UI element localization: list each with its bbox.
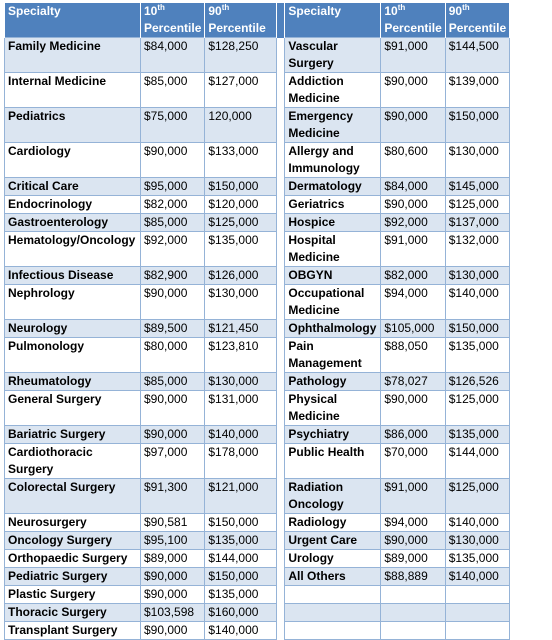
percentile-90-cell-left: $178,000 (205, 444, 277, 479)
specialty-cell-left: General Surgery (5, 391, 141, 426)
specialty-cell-left: Orthopaedic Surgery (5, 550, 141, 568)
percentile-90-cell-left: $126,000 (205, 267, 277, 285)
specialty-cell-left: Neurology (5, 320, 141, 338)
table-row (5, 73, 510, 108)
percentile-10-cell-left: $89,500 (141, 320, 205, 338)
percentile-90-cell-left: $128,250 (205, 38, 277, 73)
column-gap (277, 391, 285, 426)
specialty-cell-left: Pediatric Surgery (5, 568, 141, 586)
specialty-cell-right: Geriatrics (285, 196, 381, 214)
table-body (5, 38, 510, 640)
specialty-cell-left: Thoracic Surgery (5, 604, 141, 622)
percentile-90-cell-right: $132,000 (445, 232, 509, 267)
percentile-10-cell-right: $90,000 (381, 391, 445, 426)
specialty-cell-right: Occupational Medicine (285, 285, 381, 320)
table-row (5, 568, 510, 586)
table-row (5, 143, 510, 178)
percentile-90-cell-right: $125,000 (445, 196, 509, 214)
percentile-10-cell-left: $85,000 (141, 214, 205, 232)
table-row (5, 178, 510, 196)
specialty-cell-left: Colorectal Surgery (5, 479, 141, 514)
percentile-10-cell-left: $82,000 (141, 196, 205, 214)
header-10th-percentile-left (141, 3, 205, 38)
specialty-cell-left: Endocrinology (5, 196, 141, 214)
percentile-10-cell-right (381, 622, 445, 640)
percentile-10-cell-right: $84,000 (381, 178, 445, 196)
specialty-cell-right: Public Health (285, 444, 381, 479)
percentile-90-cell-right: $140,000 (445, 568, 509, 586)
percentile-10-cell-left: $82,900 (141, 267, 205, 285)
specialty-cell-right: Hospice (285, 214, 381, 232)
percentile-90-cell-left: $127,000 (205, 73, 277, 108)
percentile-90-cell-right: $135,000 (445, 426, 509, 444)
header-90-num: 90 (448, 4, 463, 18)
percentile-90-cell-right: $125,000 (445, 479, 509, 514)
column-gap (277, 178, 285, 196)
percentile-90-cell-left: $150,000 (205, 568, 277, 586)
header-10-num: 10 (144, 4, 158, 18)
percentile-90-cell-left: $123,810 (205, 338, 277, 373)
table-row (5, 426, 510, 444)
percentile-90-cell-left: $121,000 (205, 479, 277, 514)
percentile-90-cell-left: $150,000 (205, 514, 277, 532)
specialty-cell-left: Cardiology (5, 143, 141, 178)
specialty-cell-right (285, 586, 381, 604)
header-10-sup: th (157, 3, 165, 12)
percentile-10-cell-left: $90,000 (141, 285, 205, 320)
percentile-90-cell-right: $135,000 (445, 550, 509, 568)
specialty-cell-left: Family Medicine (5, 38, 141, 73)
percentile-10-cell-right: $94,000 (381, 285, 445, 320)
specialty-cell-left: Nephrology (5, 285, 141, 320)
table-row (5, 479, 510, 514)
table-row (5, 391, 510, 426)
specialty-cell-right: OBGYN (285, 267, 381, 285)
table-row (5, 514, 510, 532)
table-row (5, 586, 510, 604)
percentile-10-cell-left: $89,000 (141, 550, 205, 568)
percentile-90-cell-right: $150,000 (445, 320, 509, 338)
specialty-cell-left: Internal Medicine (5, 73, 141, 108)
header-90-sup: th (221, 3, 230, 12)
percentile-10-cell-left: $90,000 (141, 391, 205, 426)
percentile-90-cell-left: $150,000 (205, 178, 277, 196)
percentile-90-cell-right: $139,000 (445, 73, 509, 108)
table-row (5, 444, 510, 479)
specialty-cell-right: Hospital Medicine (285, 232, 381, 267)
column-gap (277, 38, 285, 73)
specialty-cell-right: Physical Medicine (285, 391, 381, 426)
percentile-90-cell-left: $130,000 (205, 373, 277, 391)
column-gap (277, 622, 285, 640)
percentile-90-cell-right: $140,000 (445, 285, 509, 320)
percentile-90-cell-left: $125,000 (205, 214, 277, 232)
percentile-90-cell-right: $144,500 (445, 38, 509, 73)
column-gap (277, 586, 285, 604)
table-row (5, 320, 510, 338)
header-10-sup: th (397, 3, 406, 12)
percentile-10-cell-right: $91,000 (381, 38, 445, 73)
table-row (5, 604, 510, 622)
percentile-90-cell-left: 120,000 (205, 108, 277, 143)
specialty-cell-right: Radiation Oncology (285, 479, 381, 514)
table-row (5, 285, 510, 320)
column-gap (277, 108, 285, 143)
specialty-cell-right: Psychiatry (285, 426, 381, 444)
percentile-90-cell-right (445, 604, 509, 622)
specialty-cell-left: Neurosurgery (5, 514, 141, 532)
percentile-10-cell-left: $92,000 (141, 232, 205, 267)
table-row (5, 108, 510, 143)
percentile-10-cell-left: $90,000 (141, 622, 205, 640)
table-row (5, 214, 510, 232)
percentile-10-cell-left: $95,000 (141, 178, 205, 196)
percentile-10-cell-right: $70,000 (381, 444, 445, 479)
specialty-cell-left: Bariatric Surgery (5, 426, 141, 444)
header-10-word: Percentile (144, 21, 202, 35)
percentile-90-cell-left: $144,000 (205, 550, 277, 568)
column-gap (277, 426, 285, 444)
specialty-cell-left: Hematology/Oncology (5, 232, 141, 267)
column-gap (277, 196, 285, 214)
specialty-cell-left: Gastroenterology (5, 214, 141, 232)
header-90-num: 90 (208, 4, 222, 18)
percentile-10-cell-right (381, 604, 445, 622)
percentile-10-cell-left: $85,000 (141, 73, 205, 108)
specialty-cell-right: Dermatology (285, 178, 381, 196)
column-gap (277, 550, 285, 568)
salary-percentile-table (4, 3, 510, 640)
percentile-90-cell-right: $126,526 (445, 373, 509, 391)
percentile-10-cell-right: $80,600 (381, 143, 445, 178)
percentile-10-cell-right: $92,000 (381, 214, 445, 232)
percentile-90-cell-right: $130,000 (445, 532, 509, 550)
percentile-90-cell-left: $120,000 (205, 196, 277, 214)
percentile-10-cell-right: $89,000 (381, 550, 445, 568)
table-row (5, 38, 510, 73)
percentile-10-cell-right: $91,000 (381, 479, 445, 514)
column-gap (277, 143, 285, 178)
percentile-90-cell-left: $121,450 (205, 320, 277, 338)
percentile-10-cell-left: $97,000 (141, 444, 205, 479)
header-90th-percentile-right (445, 3, 509, 38)
percentile-10-cell-left: $95,100 (141, 532, 205, 550)
column-gap (277, 267, 285, 285)
table-row (5, 622, 510, 640)
percentile-90-cell-right: $144,000 (445, 444, 509, 479)
table-row (5, 232, 510, 267)
header-gap (277, 3, 285, 38)
percentile-90-cell-left: $160,000 (205, 604, 277, 622)
header-10th-percentile-right (381, 3, 445, 38)
column-gap (277, 320, 285, 338)
percentile-10-cell-left: $90,000 (141, 143, 205, 178)
percentile-90-cell-left: $135,000 (205, 232, 277, 267)
specialty-cell-left: Transplant Surgery (5, 622, 141, 640)
specialty-cell-right: Radiology (285, 514, 381, 532)
percentile-10-cell-right: $90,000 (381, 532, 445, 550)
percentile-10-cell-right: $94,000 (381, 514, 445, 532)
column-gap (277, 373, 285, 391)
percentile-90-cell-left: $140,000 (205, 426, 277, 444)
percentile-10-cell-left: $84,000 (141, 38, 205, 73)
specialty-cell-right: Ophthalmology (285, 320, 381, 338)
table-row (5, 338, 510, 373)
percentile-90-cell-right: $150,000 (445, 108, 509, 143)
specialty-cell-left: Plastic Surgery (5, 586, 141, 604)
specialty-cell-right: Urology (285, 550, 381, 568)
percentile-10-cell-left: $80,000 (141, 338, 205, 373)
percentile-90-cell-right (445, 622, 509, 640)
column-gap (277, 479, 285, 514)
column-gap (277, 568, 285, 586)
percentile-10-cell-left: $90,000 (141, 568, 205, 586)
column-gap (277, 444, 285, 479)
column-gap (277, 214, 285, 232)
percentile-10-cell-left: $103,598 (141, 604, 205, 622)
percentile-90-cell-left: $135,000 (205, 586, 277, 604)
percentile-90-cell-right: $140,000 (445, 514, 509, 532)
percentile-90-cell-left: $130,000 (205, 285, 277, 320)
percentile-90-cell-right: $130,000 (445, 267, 509, 285)
percentile-10-cell-left: $90,000 (141, 426, 205, 444)
percentile-10-cell-right: $88,050 (381, 338, 445, 373)
specialty-cell-right: Emergency Medicine (285, 108, 381, 143)
percentile-10-cell-right (381, 586, 445, 604)
percentile-90-cell-left: $133,000 (205, 143, 277, 178)
column-gap (277, 73, 285, 108)
table-row (5, 267, 510, 285)
header-90th-percentile-left (205, 3, 277, 38)
specialty-cell-right: Pain Management (285, 338, 381, 373)
column-gap (277, 604, 285, 622)
column-gap (277, 232, 285, 267)
column-gap (277, 532, 285, 550)
specialty-cell-left: Pediatrics (5, 108, 141, 143)
column-gap (277, 285, 285, 320)
header-90-word: Percentile (208, 21, 266, 35)
specialty-cell-right: Addiction Medicine (285, 73, 381, 108)
percentile-10-cell-right: $91,000 (381, 232, 445, 267)
header-specialty-left: Specialty (5, 3, 141, 38)
header-row (5, 3, 510, 38)
percentile-90-cell-right: $145,000 (445, 178, 509, 196)
percentile-10-cell-left: $75,000 (141, 108, 205, 143)
specialty-cell-left: Critical Care (5, 178, 141, 196)
specialty-cell-left: Cardiothoracic Surgery (5, 444, 141, 479)
salary-table-container (4, 3, 510, 640)
table-row (5, 196, 510, 214)
specialty-cell-left: Oncology Surgery (5, 532, 141, 550)
percentile-10-cell-right: $82,000 (381, 267, 445, 285)
specialty-cell-left: Rheumatology (5, 373, 141, 391)
percentile-10-cell-right: $105,000 (381, 320, 445, 338)
percentile-90-cell-right: $130,000 (445, 143, 509, 178)
header-10-num: 10 (384, 4, 398, 18)
specialty-cell-left: Infectious Disease (5, 267, 141, 285)
table-row (5, 550, 510, 568)
header-90-sup: th (462, 3, 470, 12)
percentile-90-cell-left: $135,000 (205, 532, 277, 550)
percentile-10-cell-right: $86,000 (381, 426, 445, 444)
percentile-90-cell-right: $125,000 (445, 391, 509, 426)
specialty-cell-right: Vascular Surgery (285, 38, 381, 73)
specialty-cell-right: All Others (285, 568, 381, 586)
specialty-cell-right: Urgent Care (285, 532, 381, 550)
header-specialty-right: Specialty (285, 3, 381, 38)
column-gap (277, 514, 285, 532)
specialty-cell-right: Pathology (285, 373, 381, 391)
percentile-90-cell-right: $137,000 (445, 214, 509, 232)
specialty-cell-right (285, 604, 381, 622)
specialty-cell-right (285, 622, 381, 640)
specialty-cell-left: Pulmonology (5, 338, 141, 373)
percentile-90-cell-left: $131,000 (205, 391, 277, 426)
percentile-10-cell-left: $85,000 (141, 373, 205, 391)
percentile-10-cell-right: $90,000 (381, 73, 445, 108)
percentile-10-cell-left: $91,300 (141, 479, 205, 514)
percentile-10-cell-right: $90,000 (381, 108, 445, 143)
percentile-10-cell-right: $90,000 (381, 196, 445, 214)
percentile-10-cell-right: $88,889 (381, 568, 445, 586)
header-90-word: Percentile (448, 21, 507, 35)
header-10-word: Percentile (384, 21, 442, 35)
percentile-10-cell-left: $90,581 (141, 514, 205, 532)
percentile-90-cell-right: $135,000 (445, 338, 509, 373)
column-gap (277, 338, 285, 373)
percentile-90-cell-left: $140,000 (205, 622, 277, 640)
percentile-10-cell-left: $90,000 (141, 586, 205, 604)
table-row (5, 373, 510, 391)
percentile-10-cell-right: $78,027 (381, 373, 445, 391)
specialty-cell-right: Allergy and Immunology (285, 143, 381, 178)
percentile-90-cell-right (445, 586, 509, 604)
table-row (5, 532, 510, 550)
